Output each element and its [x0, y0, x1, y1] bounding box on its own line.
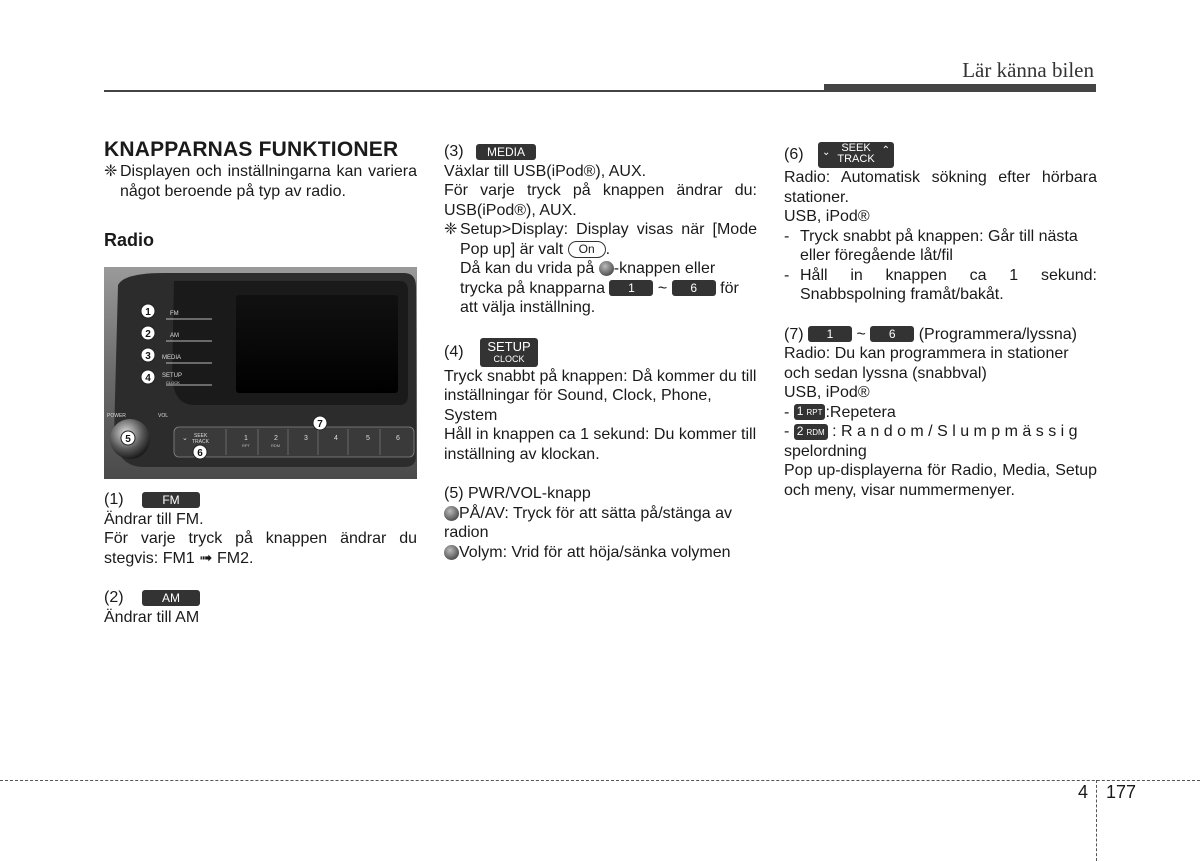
tilde: ~: [657, 279, 668, 297]
radio-heading: Radio: [104, 230, 155, 250]
track-label: TRACK: [192, 439, 209, 445]
am-label: AM: [170, 333, 179, 339]
am-button-icon: AM: [142, 590, 200, 606]
radio-panel-figure: [104, 267, 417, 479]
item-4-number: (4): [444, 343, 464, 361]
display-screen: [236, 295, 398, 393]
note-mark: ❈: [444, 221, 458, 238]
preset-6-button-icon: 6: [672, 280, 716, 296]
item-7-line2: USB, iPod®: [784, 384, 870, 401]
preset-5: 5: [366, 435, 370, 442]
item-1-line2: För varje tryck på knappen ändrar du stegvis: FM1 ➟ FM2.: [104, 530, 417, 567]
item-4-line1: Tryck snabbt på knappen: Då kommer du till inställningar för Sound, Clock, Phone, System: [444, 367, 757, 424]
item-7-number: (7): [784, 325, 804, 343]
random-button-icon: 2 RDM: [794, 424, 828, 440]
media-button-icon: MEDIA: [476, 144, 536, 160]
column-3: (6) ⌄ SEEK TRACK ⌃ Radio: Automatisk sökning efter hörbara stationer. USB, iPod® - Tryck snabbt på knappen: Går till nästa eller föregående låt/fil - Håll in knappen ca 1 sekund: Snabbspolning framåt/bakåt. (7) 1 ~ 6 (Programmera/lyssna) Radio: Du kan programmera in stationer och sedan lyssna (snabbval) USB, iPod® - 1 RPT :Repetera - 2 RDM : R a n d o m / S l u m p m ä s s i g spelordning Pop up-displayerna för Radio, Media, Setup och meny, visar nummermenyer.: [784, 142, 1097, 499]
svg-text:⌄: ⌄: [182, 435, 188, 442]
callout-4: 4: [145, 373, 151, 384]
clock-label: CLOCK: [166, 380, 180, 385]
callout-5: 5: [125, 434, 131, 445]
rdm-label: RDM: [271, 443, 281, 448]
preset-6: 6: [396, 435, 400, 442]
item-3-note-b1: Då kan du vrida på: [460, 260, 595, 277]
item-3-line1: Växlar till USB(iPod®), AUX.: [444, 162, 647, 180]
rpt-label: RPT: [242, 443, 250, 448]
footer-vertical-divider: [1096, 780, 1097, 861]
callout-3: 3: [145, 351, 151, 362]
page-header-title: Lär känna bilen: [962, 58, 1094, 82]
callout-2: 2: [145, 329, 151, 340]
setup-label: SETUP: [162, 373, 183, 379]
item-1: [104, 490, 417, 627]
item-1-number: (1): [104, 491, 124, 508]
random-text: : R a n d o m / S l u m p m ä s s i g spelordning: [784, 423, 1078, 460]
item-6-bullet-2: - Håll in knappen ca 1 sekund: Snabbspolning framåt/bakåt.: [784, 266, 1097, 303]
repeat-text: :Repetera: [825, 403, 896, 421]
power-knob-icon: [444, 506, 459, 521]
item-3-note: ❈ Setup>Display: Display visas när [Mode Pop up] är valt On .: [444, 221, 757, 258]
vol-label: VOL: [158, 413, 169, 419]
section-heading: KNAPPARNAS FUNKTIONER: [104, 138, 399, 161]
fm-button-icon: FM: [142, 492, 200, 508]
item-2-line1: Ändrar till AM: [104, 608, 200, 626]
volume-knob-icon: [444, 545, 459, 560]
preset-3: 3: [304, 435, 308, 442]
preset-4: 4: [334, 435, 338, 442]
power-label: POWER: [107, 413, 126, 419]
on-pill-icon: On: [568, 241, 606, 258]
media-label: MEDIA: [162, 355, 182, 361]
item-5-line1: PÅ/AV: Tryck för att sätta på/stänga av radion: [444, 504, 733, 541]
item-4-line2: Håll in knappen ca 1 sekund: Du kommer till inställning av klockan.: [444, 426, 757, 463]
note: [104, 162, 417, 201]
item-3-note-a: Setup>Display: Display visas när [Mode Pop up] är valt: [460, 221, 757, 258]
item-6-number: (6): [784, 146, 804, 164]
callout-1: 1: [145, 307, 151, 318]
column-2: [444, 142, 757, 562]
seek-label: SEEK: [194, 433, 208, 439]
item-2-number: (2): [104, 589, 124, 606]
item-6-bullet-1: - Tryck snabbt på knappen: Går till nästa eller föregående låt/fil: [784, 227, 1078, 264]
preset-6-button-icon: 6: [870, 326, 914, 342]
callout-6: 6: [197, 448, 203, 459]
repeat-button-icon: 1 RPT: [794, 404, 826, 420]
preset-1: 1: [244, 435, 248, 442]
item-3-note-b2: -knappen eller trycka på knapparna: [460, 260, 716, 297]
fm-label: FM: [170, 311, 179, 317]
header-rule: [104, 90, 1096, 92]
preset-2: 2: [274, 435, 278, 442]
item-3-note-b3: för att välja inställning.: [460, 279, 739, 316]
item-5-line2: Volym: Vrid för att höja/sänka volymen: [459, 543, 731, 561]
item-7-line3: Pop up-displayerna för Radio, Media, Setup och meny, visar nummermenyer.: [784, 462, 1097, 499]
setup-clock-button-icon: SETUP CLOCK: [480, 338, 538, 367]
item-6-line1: Radio: Automatisk sökning efter hörbara stationer.: [784, 169, 1097, 206]
item-6-line2: USB, iPod®: [784, 208, 870, 225]
button-strip: [174, 427, 414, 457]
item-5-title: (5) PWR/VOL-knapp: [444, 485, 591, 502]
note-text: Displayen och inställningarna kan variera något beroende på typ av radio.: [120, 163, 417, 200]
preset-1-button-icon: 1: [609, 280, 653, 296]
item-3-number: (3): [444, 143, 464, 160]
footer-divider: [0, 780, 1200, 781]
chapter-number: 4: [1078, 782, 1089, 802]
seek-track-button-icon: ⌄ SEEK TRACK ⌃: [818, 142, 894, 168]
note-mark: ❈: [104, 163, 118, 180]
preset-1-button-icon: 1: [808, 326, 852, 342]
item-1-line1: Ändrar till FM.: [104, 510, 204, 528]
column-1: [104, 138, 417, 251]
page-number: 177: [1106, 782, 1137, 802]
item-7-title: (Programmera/lyssna): [918, 325, 1077, 343]
tune-knob-icon: [599, 261, 614, 276]
item-7-line1: Radio: Du kan programmera in stationer och sedan lyssna (snabbval): [784, 345, 1069, 382]
callout-7: 7: [317, 419, 323, 430]
item-3-line2: För varje tryck på knappen ändrar du: USB(iPod®), AUX.: [444, 182, 757, 219]
